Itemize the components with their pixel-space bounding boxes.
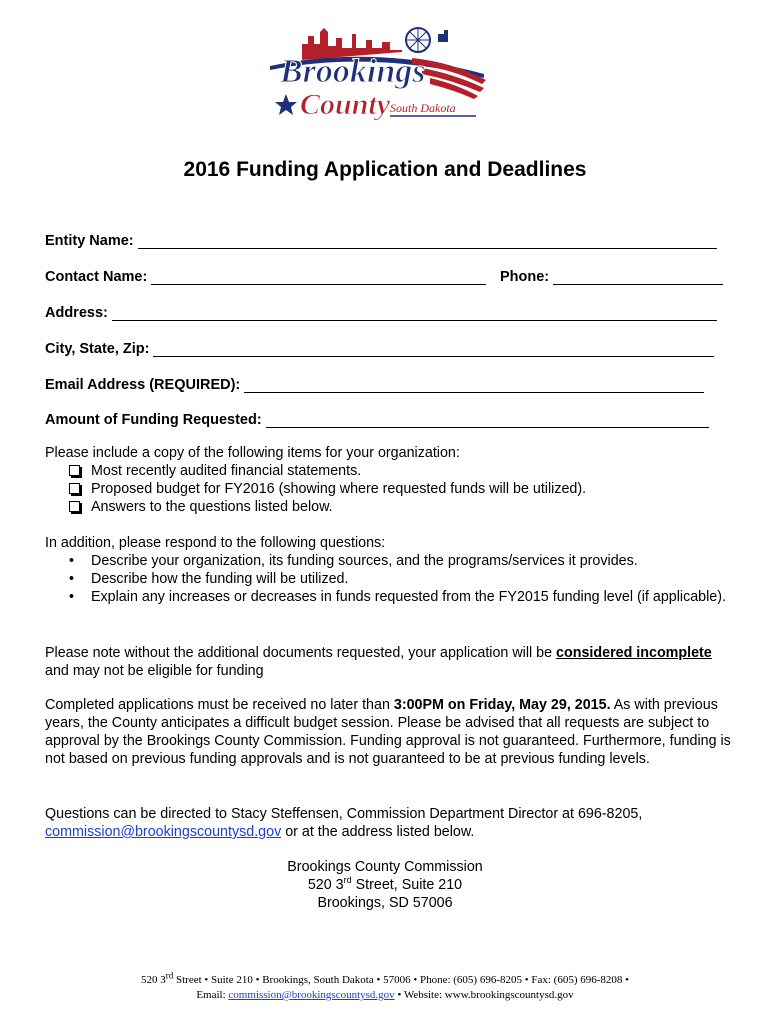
star-icon	[275, 94, 297, 115]
city-state-zip-line[interactable]	[153, 342, 714, 357]
address-block	[0, 858, 770, 912]
city-state-zip-label: City, State, Zip:	[45, 341, 150, 357]
contact-paragraph: Questions can be directed to Stacy Steffensen, Commission Department Director at 696-8205, commission@brookingscountysd.gov or at the address listed below.	[45, 806, 643, 840]
contact-name-label: Contact Name:	[45, 269, 148, 285]
logo-word-brookings: Brookings	[280, 53, 426, 90]
footer-line-2: Email: commission@brookingscountysd.gov • Website: www.brookingscountysd.gov	[196, 989, 574, 1001]
list-item: Most recently audited financial statements.	[69, 462, 735, 480]
footer-line-1: 520 3rd Street • Suite 210 • Brookings, South Dakota • 57006 • Phone: (605) 696-8205 • Fax: (605) 696-8208 •	[141, 970, 629, 986]
checkbox-icon[interactable]	[69, 465, 80, 476]
address-line-1: Brookings County Commission	[287, 859, 483, 875]
deadline-emphasis: 3:00PM on Friday, May 29, 2015.	[393, 697, 611, 713]
address-label: Address:	[45, 305, 108, 321]
footer-email-link[interactable]: commission@brookingscountysd.gov	[228, 989, 395, 1001]
address-line-3: Brookings, SD 57006	[317, 895, 453, 911]
list-item: Answers to the questions listed below.	[69, 498, 735, 516]
include-list	[45, 462, 735, 516]
phone-field[interactable]	[500, 265, 723, 285]
list-item: • Explain any increases or decreases in funds requested from the FY2015 funding level (if applicable).	[69, 589, 726, 605]
entity-name-field[interactable]	[45, 229, 717, 249]
address-line-2: 520 3rd Street, Suite 210	[307, 875, 463, 893]
questions-section	[45, 534, 735, 606]
bullet-icon: •	[69, 589, 75, 605]
checkbox-icon[interactable]	[69, 501, 80, 512]
email-address-field[interactable]	[45, 373, 704, 393]
brookings-county-logo	[262, 22, 490, 122]
funding-amount-field[interactable]	[45, 408, 709, 428]
questions-intro: In addition, please respond to the following questions:	[45, 535, 386, 551]
logo-word-county: County	[300, 88, 391, 121]
checkbox-icon[interactable]	[69, 483, 80, 494]
deadline-paragraph: Completed applications must be received no later than 3:00PM on Friday, May 29, 2015. As with previous years, the County anticipates a difficult budget session. Please be advised that all requests are subject to approval by the Brookings County Commission. Funding approval is not guaranteed. Furthermore, funding is not based on previous funding approvals and is not guaranteed to be at previous funding levels.	[45, 697, 731, 767]
address-field[interactable]	[45, 301, 717, 321]
phone-line[interactable]	[553, 270, 723, 285]
city-state-zip-field[interactable]	[45, 337, 714, 357]
bullet-icon: •	[69, 553, 75, 569]
list-item: • Describe your organization, its funding sources, and the programs/services it provides.	[69, 553, 638, 569]
list-item: • Describe how the funding will be utilized.	[69, 571, 349, 587]
considered-incomplete-emphasis: considered incomplete	[556, 645, 712, 661]
funding-amount-line[interactable]	[266, 413, 709, 428]
footer-website: • Website: www.brookingscountysd.gov	[394, 989, 574, 1001]
include-section	[45, 444, 735, 516]
email-address-label: Email Address (REQUIRED):	[45, 377, 241, 393]
funding-amount-label: Amount of Funding Requested:	[45, 412, 262, 428]
email-address-line[interactable]	[244, 378, 704, 393]
contact-name-field[interactable]	[45, 265, 486, 285]
phone-label: Phone:	[500, 269, 550, 285]
incomplete-note: Please note without the additional documents requested, your application will be considered incomplete and may not be eligible for funding	[45, 645, 712, 679]
address-line[interactable]	[112, 306, 717, 321]
contact-name-line[interactable]	[151, 270, 486, 285]
entity-name-line[interactable]	[138, 234, 717, 249]
bullet-icon: •	[69, 571, 75, 587]
questions-list	[45, 552, 735, 606]
include-intro: Please include a copy of the following items for your organization:	[45, 445, 460, 461]
commission-email-link[interactable]: commission@brookingscountysd.gov	[45, 824, 282, 840]
logo-script-south-dakota: South Dakota	[390, 101, 456, 115]
page-title: 2016 Funding Application and Deadlines	[183, 158, 587, 181]
list-item: Proposed budget for FY2016 (showing where requested funds will be utilized).	[69, 480, 735, 498]
page-footer	[0, 970, 770, 1003]
entity-name-label: Entity Name:	[45, 233, 134, 249]
